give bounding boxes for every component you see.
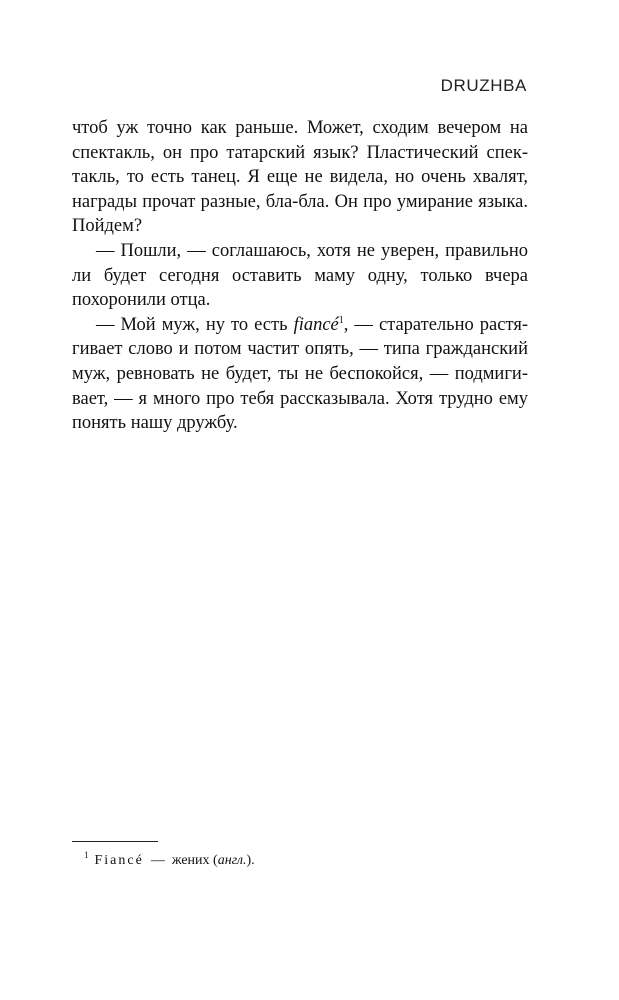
running-header: DRUZHBA: [440, 76, 527, 95]
paragraph-2: — Пошли, — соглашаюсь, хотя не уверен, правильно ли будет сегодня оставить маму одну, только вчера похоронили отца.: [72, 240, 528, 311]
paragraph-3: [72, 313, 528, 436]
footnote-gloss: жених (: [171, 853, 218, 868]
footnote: [84, 852, 255, 870]
foreign-word: fiancé: [293, 314, 339, 335]
footnote-term: Fiancé: [94, 853, 144, 868]
paragraph-3-start: — Мой муж, ну то есть: [96, 314, 294, 335]
footnote-close: ).: [246, 853, 255, 868]
paragraph-3-end: , — старательно растягивает слово и потом частит опять, — типа гражданский муж, ревновать не будет, ты не беспокойся, — подмигивает, — я много про тебя рассказывала. Хотя трудно ему понять нашу дружбу.: [72, 314, 528, 434]
footnote-divider: [72, 841, 158, 842]
paragraph-1: чтоб уж точно как раньше. Может, сходим вечером на спектакль, он про татарский язык? Пластический спектакль, то есть танец. Я еще не видела, но очень хвалят, награды прочат разные, бла-бла. Он про умирание языка. Пойдем?: [72, 118, 528, 237]
body-text: [72, 116, 528, 436]
footnote-dash: —: [150, 853, 165, 868]
footnote-reference[interactable]: 1: [338, 314, 344, 326]
footnote-language: англ.: [217, 853, 247, 868]
footnote-mark: 1: [84, 850, 89, 861]
